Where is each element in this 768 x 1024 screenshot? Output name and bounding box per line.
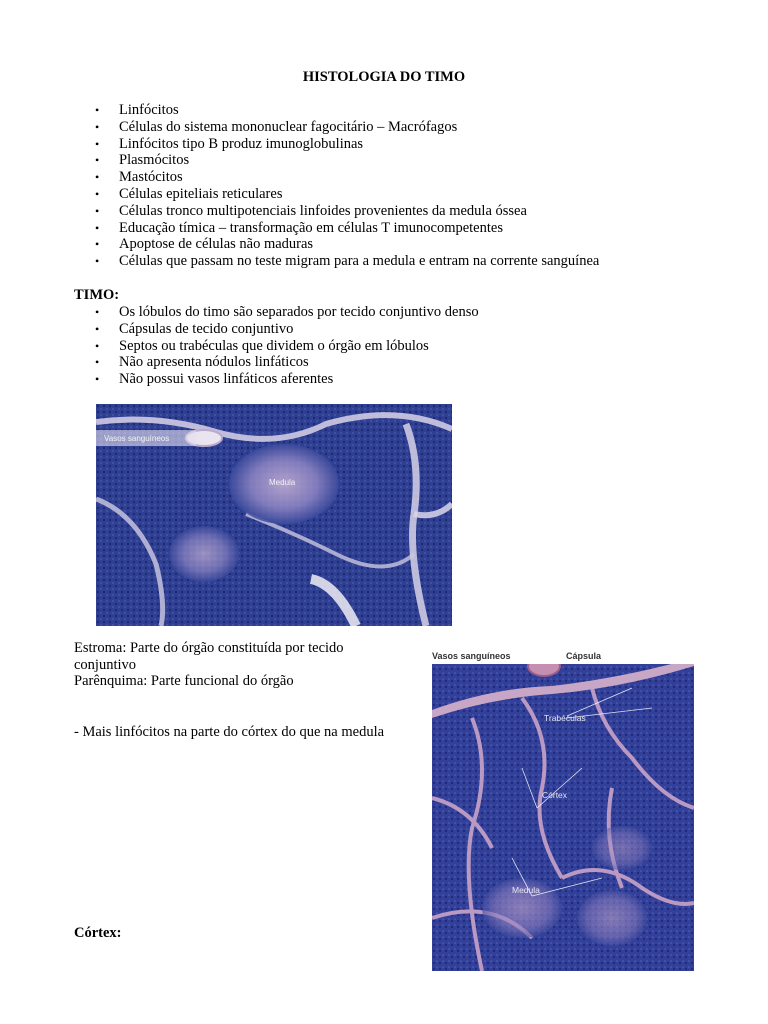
micrograph-image [432,648,694,971]
label-vasos-sanguineos: Vasos sanguíneos [432,651,511,661]
label-vasos-sanguineos: Vasos sanguíneos [104,434,170,443]
list-item: • Educação tímica – transformação em células T imunocompetentes [95,219,503,236]
label-trabeculas: Trabéculas [544,713,586,723]
micrograph-image [96,404,452,626]
list-item: • Septos ou trabéculas que dividem o órgão em lóbulos [95,337,429,354]
document-title: HISTOLOGIA DO TIMO [302,69,466,85]
list-item: • Células que passam no teste migram para a medula e entram na corrente sanguínea [95,253,600,270]
list-item: • Apoptose de células não maduras [95,236,314,253]
bullet-icon: • [95,338,100,353]
list-item: • Os lóbulos do timo são separados por tecido conjuntivo denso [95,304,479,320]
parenquima-definition: Parênquima: Parte funcional do órgão [74,673,294,689]
bullet-icon: • [95,119,100,134]
list-item: • Plasmócitos [95,152,190,169]
bullet-icon: • [95,254,100,269]
bullet-icon: • [95,372,100,387]
label-capsula: Cápsula [566,651,602,661]
bullet-icon: • [95,305,100,319]
bullet-icon: • [95,136,100,151]
label-medula: Medula [512,885,540,895]
thymus-micrograph-labeled [432,648,694,971]
list-item: • Não apresenta nódulos linfáticos [95,354,309,371]
list-item: • Cápsulas de tecido conjuntivo [95,320,294,337]
cortex-heading: Córtex: [74,925,122,941]
timo-heading: TIMO: [74,287,120,303]
timo-features-list [95,304,479,388]
list-item: • Células do sistema mononuclear fagocitário – Macrófagos [95,118,458,135]
list-item: • Linfócitos tipo B produz imunoglobulinas [95,135,364,152]
bullet-icon: • [95,321,100,336]
list-item: • Células epiteliais reticulares [95,185,283,202]
bullet-icon: • [95,237,100,252]
list-item: • Não possui vasos linfáticos aferentes [95,371,334,388]
lymphocyte-note: - Mais linfócitos na parte do córtex do que na medula [74,724,385,740]
cell-types-list [95,102,599,270]
estroma-definition: Estroma: Parte do órgão constituída por tecido conjuntivo [74,640,344,673]
label-medula: Medula [269,478,296,487]
bullet-icon: • [95,355,100,370]
list-item: • Células tronco multipotenciais linfoides provenientes da medula óssea [95,202,527,219]
bullet-icon: • [95,203,100,218]
label-cortex: Córtex [542,790,568,800]
list-item: • Mastócitos [95,169,183,186]
list-item: • Linfócitos [95,102,179,118]
thymus-micrograph-lobules [96,404,452,626]
bullet-icon: • [95,153,100,168]
bullet-icon: • [95,220,100,235]
bullet-icon: • [95,186,100,201]
bullet-icon: • [95,103,100,117]
bullet-icon: • [95,170,100,185]
